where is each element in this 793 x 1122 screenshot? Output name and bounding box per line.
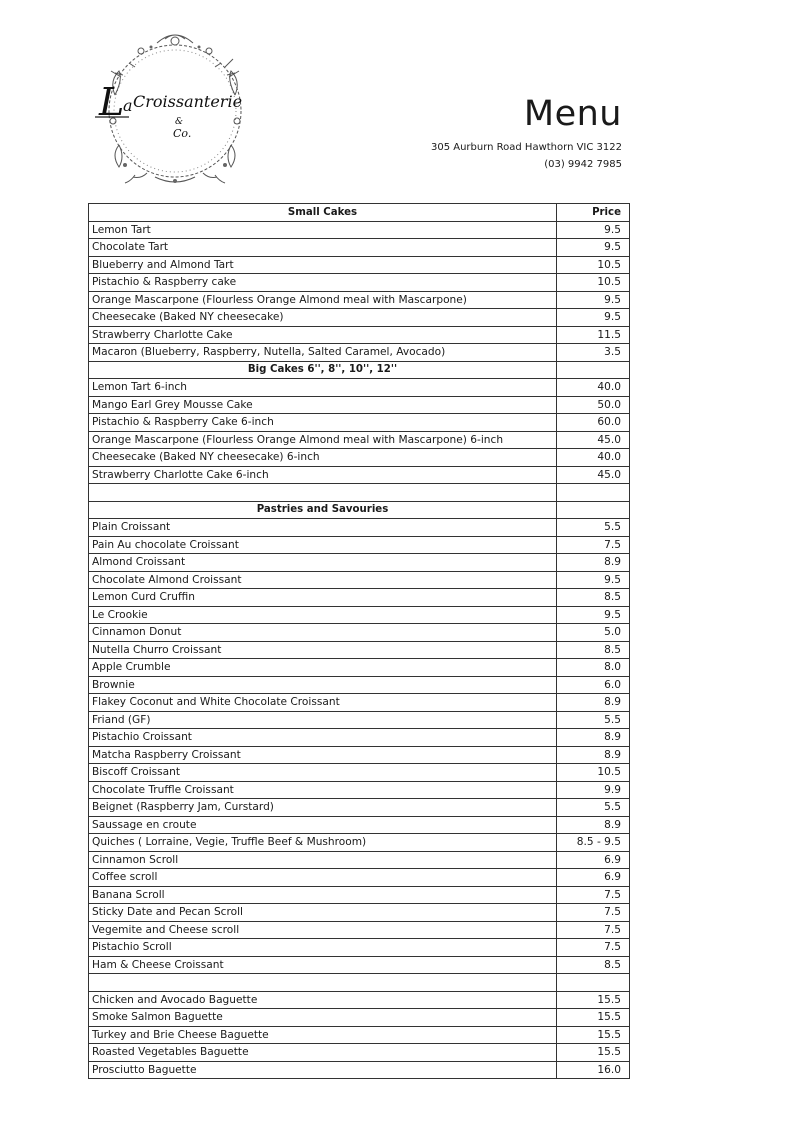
menu-item-row [89, 379, 630, 397]
item-name: Coffee scroll [89, 869, 557, 887]
logo-co: Co. [173, 127, 192, 140]
price-column-header [557, 361, 630, 379]
logo-small-a: a [123, 96, 133, 115]
menu-table-body [89, 204, 630, 1079]
section-header-row [89, 361, 630, 379]
item-price: 6.9 [557, 851, 630, 869]
item-name: Brownie [89, 676, 557, 694]
item-price: 8.9 [557, 694, 630, 712]
item-price: 10.5 [557, 256, 630, 274]
menu-item-row [89, 781, 630, 799]
item-name: Beignet (Raspberry Jam, Curstard) [89, 799, 557, 817]
item-name: Pistachio Croissant [89, 729, 557, 747]
menu-item-row [89, 554, 630, 572]
menu-item-row [89, 571, 630, 589]
menu-item-row [89, 291, 630, 309]
menu-item-row [89, 256, 630, 274]
item-price: 9.5 [557, 571, 630, 589]
item-price: 8.5 - 9.5 [557, 834, 630, 852]
item-name: Chicken and Avocado Baguette [89, 991, 557, 1009]
phone-text: (03) 9942 7985 [544, 159, 622, 170]
menu-item-row [89, 886, 630, 904]
item-name: Turkey and Brie Cheese Baguette [89, 1026, 557, 1044]
item-price: 9.5 [557, 221, 630, 239]
item-price: 15.5 [557, 991, 630, 1009]
menu-item-row [89, 1061, 630, 1079]
menu-item-row [89, 834, 630, 852]
item-price: 8.9 [557, 816, 630, 834]
menu-item-row [89, 1026, 630, 1044]
floral-wreath-icon [95, 25, 255, 193]
menu-item-row [89, 519, 630, 537]
item-name: Plain Croissant [89, 519, 557, 537]
page-title: Menu [523, 94, 622, 134]
item-name: Quiches ( Lorraine, Vegie, Truffle Beef & Mushroom) [89, 834, 557, 852]
menu-item-row [89, 764, 630, 782]
menu-item-row [89, 221, 630, 239]
item-name: Cheesecake (Baked NY cheesecake) [89, 309, 557, 327]
item-price [557, 484, 630, 502]
contact-info [431, 139, 622, 173]
item-name: Chocolate Almond Croissant [89, 571, 557, 589]
item-name: Strawberry Charlotte Cake [89, 326, 557, 344]
section-header-row [89, 501, 630, 519]
menu-item-row [89, 869, 630, 887]
item-name: Pistachio & Raspberry cake [89, 274, 557, 292]
item-name: Lemon Tart [89, 221, 557, 239]
menu-item-row [89, 606, 630, 624]
item-name: Le Crookie [89, 606, 557, 624]
menu-item-row [89, 309, 630, 327]
item-price: 8.9 [557, 746, 630, 764]
item-price: 15.5 [557, 1009, 630, 1027]
item-name: Ham & Cheese Croissant [89, 956, 557, 974]
item-name: Saussage en croute [89, 816, 557, 834]
menu-item-row [89, 1009, 630, 1027]
item-price: 7.5 [557, 886, 630, 904]
menu-item-row [89, 326, 630, 344]
item-price: 9.5 [557, 606, 630, 624]
menu-item-row [89, 746, 630, 764]
item-price: 40.0 [557, 449, 630, 467]
item-name: Cheesecake (Baked NY cheesecake) 6-inch [89, 449, 557, 467]
address-text: 305 Aurburn Road Hawthorn VIC 3122 [430, 142, 622, 153]
menu-item-row [89, 624, 630, 642]
item-name: Biscoff Croissant [89, 764, 557, 782]
item-price: 10.5 [557, 274, 630, 292]
price-column-header [557, 501, 630, 519]
menu-item-row [89, 991, 630, 1009]
menu-item-row [89, 1044, 630, 1062]
menu-item-row [89, 694, 630, 712]
price-column-header: Price [557, 204, 630, 222]
item-name: Pain Au chocolate Croissant [89, 536, 557, 554]
menu-item-row [89, 921, 630, 939]
item-price: 16.0 [557, 1061, 630, 1079]
item-name [89, 484, 557, 502]
item-name: Pistachio & Raspberry Cake 6-inch [89, 414, 557, 432]
menu-item-row [89, 676, 630, 694]
menu-item-row [89, 536, 630, 554]
item-price: 8.0 [557, 659, 630, 677]
item-price: 45.0 [557, 466, 630, 484]
item-name: Strawberry Charlotte Cake 6-inch [89, 466, 557, 484]
item-price: 8.5 [557, 641, 630, 659]
item-price: 8.5 [557, 589, 630, 607]
item-price: 50.0 [557, 396, 630, 414]
item-price: 5.5 [557, 799, 630, 817]
menu-item-row [89, 851, 630, 869]
item-price: 9.5 [557, 291, 630, 309]
item-price: 7.5 [557, 536, 630, 554]
item-price: 11.5 [557, 326, 630, 344]
menu-item-row [89, 274, 630, 292]
menu-item-row [89, 939, 630, 957]
item-name: Nutella Churro Croissant [89, 641, 557, 659]
item-name: Roasted Vegetables Baguette [89, 1044, 557, 1062]
blank-row [89, 974, 630, 992]
logo-ampersand: & [175, 117, 184, 127]
item-price: 10.5 [557, 764, 630, 782]
item-name: Flakey Coconut and White Chocolate Croissant [89, 694, 557, 712]
menu-item-row [89, 904, 630, 922]
item-name: Lemon Tart 6-inch [89, 379, 557, 397]
item-price: 7.5 [557, 939, 630, 957]
item-price: 3.5 [557, 344, 630, 362]
menu-item-row [89, 449, 630, 467]
item-name: Blueberry and Almond Tart [89, 256, 557, 274]
menu-item-row [89, 396, 630, 414]
section-header-row [89, 204, 630, 222]
menu-item-row [89, 799, 630, 817]
item-price: 5.0 [557, 624, 630, 642]
logo [95, 25, 255, 193]
item-name: Macaron (Blueberry, Raspberry, Nutella, Salted Caramel, Avocado) [89, 344, 557, 362]
item-price: 60.0 [557, 414, 630, 432]
logo-initial: L [99, 80, 125, 124]
menu-item-row [89, 816, 630, 834]
item-name: Chocolate Tart [89, 239, 557, 257]
item-name: Orange Mascarpone (Flourless Orange Almond meal with Mascarpone) [89, 291, 557, 309]
section-title: Big Cakes 6'', 8'', 10'', 12'' [89, 361, 557, 379]
item-name: Cinnamon Donut [89, 624, 557, 642]
menu-item-row [89, 641, 630, 659]
item-price: 15.5 [557, 1026, 630, 1044]
item-name: Apple Crumble [89, 659, 557, 677]
item-price: 7.5 [557, 921, 630, 939]
menu-item-row [89, 239, 630, 257]
item-price: 8.5 [557, 956, 630, 974]
menu-table [88, 203, 630, 1079]
menu-item-row [89, 466, 630, 484]
item-name: Lemon Curd Cruffin [89, 589, 557, 607]
item-price: 45.0 [557, 431, 630, 449]
item-price: 40.0 [557, 379, 630, 397]
item-name: Banana Scroll [89, 886, 557, 904]
menu-item-row [89, 344, 630, 362]
item-price: 15.5 [557, 1044, 630, 1062]
logo-name: Croissanterie [133, 92, 243, 111]
item-name: Chocolate Truffle Croissant [89, 781, 557, 799]
item-price: 6.0 [557, 676, 630, 694]
item-price [557, 974, 630, 992]
section-title: Pastries and Savouries [89, 501, 557, 519]
item-name [89, 974, 557, 992]
menu-item-row [89, 956, 630, 974]
item-price: 9.9 [557, 781, 630, 799]
section-title: Small Cakes [89, 204, 557, 222]
item-price: 9.5 [557, 309, 630, 327]
item-name: Prosciutto Baguette [89, 1061, 557, 1079]
menu-item-row [89, 711, 630, 729]
menu-item-row [89, 729, 630, 747]
item-price: 6.9 [557, 869, 630, 887]
item-name: Vegemite and Cheese scroll [89, 921, 557, 939]
item-name: Sticky Date and Pecan Scroll [89, 904, 557, 922]
item-price: 9.5 [557, 239, 630, 257]
item-name: Almond Croissant [89, 554, 557, 572]
item-price: 7.5 [557, 904, 630, 922]
item-name: Cinnamon Scroll [89, 851, 557, 869]
item-price: 8.9 [557, 729, 630, 747]
item-price: 5.5 [557, 519, 630, 537]
menu-item-row [89, 431, 630, 449]
item-name: Mango Earl Grey Mousse Cake [89, 396, 557, 414]
item-price: 5.5 [557, 711, 630, 729]
item-name: Smoke Salmon Baguette [89, 1009, 557, 1027]
item-name: Matcha Raspberry Croissant [89, 746, 557, 764]
item-name: Orange Mascarpone (Flourless Orange Almond meal with Mascarpone) 6-inch [89, 431, 557, 449]
menu-item-row [89, 659, 630, 677]
menu-item-row [89, 589, 630, 607]
item-name: Pistachio Scroll [89, 939, 557, 957]
menu-item-row [89, 414, 630, 432]
item-name: Friand (GF) [89, 711, 557, 729]
item-price: 8.9 [557, 554, 630, 572]
blank-row [89, 484, 630, 502]
